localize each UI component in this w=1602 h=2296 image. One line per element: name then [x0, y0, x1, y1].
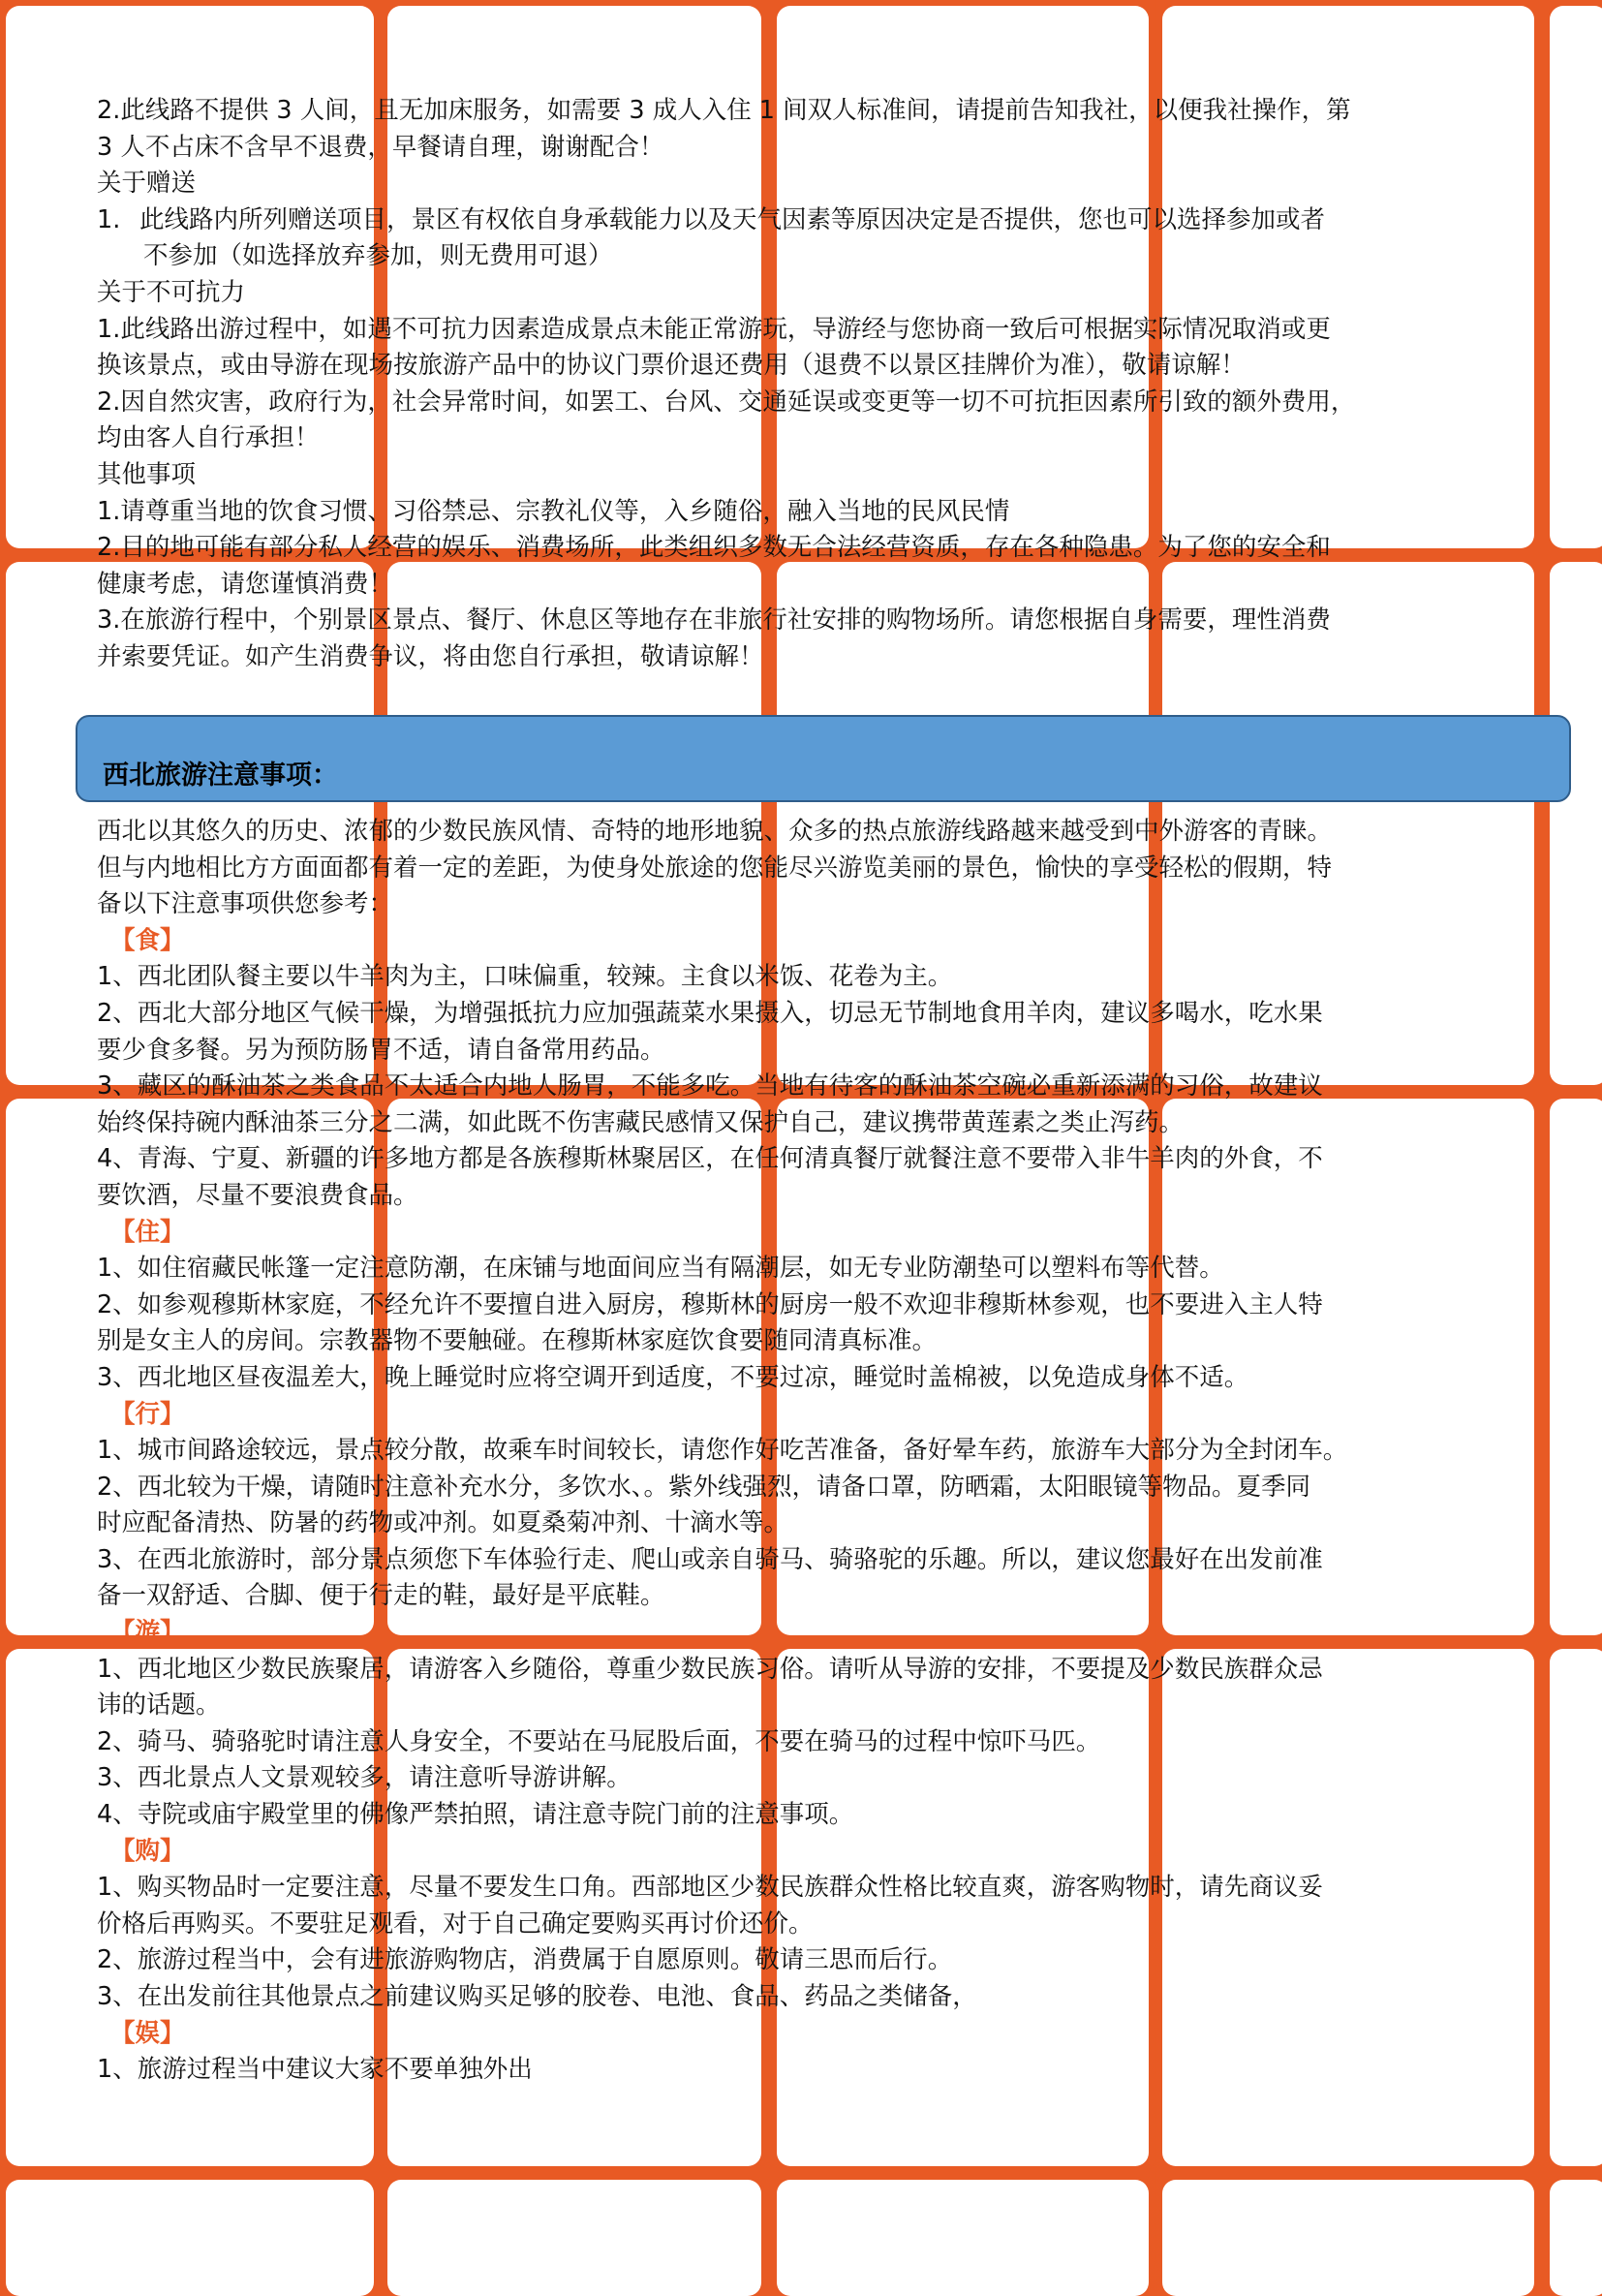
lodging-line: 3、西北地区昼夜温差大，晚上睡觉时应将空调开到适度，不要过凉，睡觉时盖棉被，以免造成身体不适。 [97, 1362, 1249, 1392]
intro-line: 3 人不占床不含早不退费，早餐请自理，谢谢配合！ [97, 132, 664, 162]
banner-title: 西北旅游注意事项： [103, 760, 338, 791]
other-line: 1.请尊重当地的饮食习惯、习俗禁忌、宗教礼仪等，入乡随俗，融入当地的民风民情 [97, 496, 1010, 526]
sightseeing-line: 3、西北景点人文景观较多，请注意听导游讲解。 [97, 1763, 632, 1793]
travel-line: 3、在西北旅游时，部分景点须您下车体验行走、爬山或亲自骑马、骑骆驼的乐趣。所以，建议您最好在出发前准 [97, 1544, 1323, 1574]
shopping-line: 1、购买物品时一定要注意，尽量不要发生口角。西部地区少数民族群众性格比较直爽，游客购物时，请先商议妥 [97, 1873, 1323, 1903]
grid-cell [1550, 6, 1602, 548]
food-line: 要饮酒，尽量不要浪费食品。 [97, 1180, 418, 1210]
entertainment-line: 1、旅游过程当中建议大家不要单独外出 [97, 2055, 533, 2085]
grid-cell [6, 2180, 374, 2296]
intro-line: 备以下注意事项供您参考： [97, 889, 394, 919]
food-line: 始终保持碗内酥油茶三分之二满，如此既不伤害藏民感情又保护自己，建议携带黄莲素之类止泻药。 [97, 1107, 1185, 1137]
grid-cell [777, 2180, 1149, 2296]
section-banner [76, 715, 1571, 802]
category-entertainment: 【娱】 [110, 2018, 185, 2048]
travel-line: 时应配备清热、防暑的药物或冲剂。如夏桑菊冲剂、十滴水等。 [97, 1508, 789, 1538]
force-majeure-heading: 关于不可抗力 [97, 277, 246, 307]
intro-line: 2.此线路不提供 3 人间，且无加床服务，如需要 3 成人入住 1 间双人标准间，请提前告知我社，以便我社操作，第 [97, 96, 1351, 125]
sightseeing-line: 2、骑马、骑骆驼时请注意人身安全，不要站在马屁股后面，不要在骑马的过程中惊吓马匹。 [97, 1726, 1101, 1756]
notice-part-2 [97, 814, 1511, 2089]
lodging-line: 别是女主人的房间。宗教器物不要触碰。在穆斯林家庭饮食要随同清真标准。 [97, 1326, 938, 1356]
category-shopping: 【购】 [110, 1836, 185, 1866]
food-line: 3、藏区的酥油茶之类食品不太适合内地人肠胃，不能多吃。当地有待客的酥油茶空碗必重新添满的习俗，故建议 [97, 1071, 1323, 1101]
notice-part-1 [97, 93, 1511, 676]
shopping-line: 3、在出发前往其他景点之前建议购买足够的胶卷、电池、食品、药品之类储备， [97, 1982, 977, 2011]
force-majeure-line: 1.此线路出游过程中，如遇不可抗力因素造成景点未能正常游玩，导游经与您协商一致后可根据实际情况取消或更 [97, 314, 1331, 344]
intro-line: 西北以其悠久的历史、浓郁的少数民族风情、奇特的地形地貌、众多的热点旅游线路越来越受到中外游客的青睐。 [97, 817, 1333, 846]
category-lodging: 【住】 [110, 1217, 185, 1247]
force-majeure-line: 换该景点，或由导游在现场按旅游产品中的协议门票价退还费用（退费不以景区挂牌价为准），敬请谅解！ [97, 351, 1246, 381]
other-line: 3.在旅游行程中，个别景区景点、餐厅、休息区等地存在非旅行社安排的购物场所。请您根据自身需要，理性消费 [97, 605, 1331, 636]
shopping-line: 2、旅游过程当中，会有进旅游购物店，消费属于自愿原则。敬请三思而后行。 [97, 1945, 953, 1975]
lodging-line: 1、如住宿藏民帐篷一定注意防潮，在床铺与地面间应当有隔潮层，如无专业防潮垫可以塑料布等代替。 [97, 1254, 1224, 1284]
shopping-line: 价格后再购买。不要驻足观看，对于自己确定要购买再讨价还价。 [97, 1908, 814, 1939]
sightseeing-line: 讳的话题。 [97, 1691, 221, 1721]
gift-item [97, 202, 1511, 239]
grid-cell [1550, 1649, 1602, 2166]
category-sightseeing: 【游】 [110, 1618, 185, 1648]
gift-item-continuation: 不参加（如选择放弃参加，则无费用可退） [143, 241, 613, 271]
lodging-line: 2、如参观穆斯林家庭，不经允许不要擅自进入厨房，穆斯林的厨房一般不欢迎非穆斯林参观，也不要进入主人特 [97, 1289, 1323, 1319]
gift-item-number: 1. [97, 204, 121, 234]
intro-line: 但与内地相比方方面面都有着一定的差距，为使身处旅途的您能尽兴游览美丽的景色，愉快的享受轻松的假期，特 [97, 853, 1333, 883]
gift-item-text: 此线路内所列赠送项目，景区有权依自身承载能力以及天气因素等原因决定是否提供，您也可以选择参加或者 [139, 204, 1326, 234]
sightseeing-line: 4、寺院或庙宇殿堂里的佛像严禁拍照，请注意寺院门前的注意事项。 [97, 1800, 854, 1830]
grid-cell [1162, 2180, 1534, 2296]
other-heading: 其他事项 [97, 459, 197, 489]
grid-cell [1550, 562, 1602, 1085]
food-line: 要少食多餐。另为预防肠胃不适，请自备常用药品。 [97, 1035, 665, 1065]
grid-cell [1550, 1099, 1602, 1635]
food-line: 2、西北大部分地区气候干燥，为增强抵抗力应加强蔬菜水果摄入，切忌无节制地食用羊肉，建议多喝水，吃水果 [97, 998, 1323, 1028]
travel-line: 1、城市间路途较远，景点较分散，故乘车时间较长，请您作好吃苦准备，备好晕车药，旅游车大部分为全封闭车。 [97, 1436, 1348, 1466]
gift-heading: 关于赠送 [97, 169, 197, 199]
travel-line: 备一双舒适、合脚、便于行走的鞋，最好是平底鞋。 [97, 1581, 665, 1611]
category-food: 【食】 [110, 925, 185, 955]
food-line: 4、青海、宁夏、新疆的许多地方都是各族穆斯林聚居区，在任何清真餐厅就餐注意不要带入非牛羊肉的外食，不 [97, 1144, 1323, 1174]
food-line: 1、西北团队餐主要以牛羊肉为主，口味偏重，较辣。主食以米饭、花卷为主。 [97, 962, 953, 992]
force-majeure-line: 2.因自然灾害，政府行为，社会异常时间，如罢工、台风、交通延误或变更等一切不可抗拒因素所引致的额外费用， [97, 387, 1356, 417]
sightseeing-line: 1、西北地区少数民族聚居，请游客入乡随俗，尊重少数民族习俗。请听从导游的安排，不要提及少数民族群众忌 [97, 1654, 1323, 1684]
force-majeure-line: 均由客人自行承担！ [97, 423, 320, 453]
other-line: 并索要凭证。如产生消费争议，将由您自行承担，敬请谅解！ [97, 641, 764, 671]
grid-cell [1550, 2180, 1602, 2296]
other-line: 健康考虑，请您谨慎消费！ [97, 569, 394, 599]
other-line: 2.目的地可能有部分私人经营的娱乐、消费场所，此类组织多数无合法经营资质，存在各种隐患。为了您的安全和 [97, 533, 1331, 563]
travel-line: 2、西北较为干燥，请随时注意补充水分，多饮水、。紫外线强烈，请备口罩，防晒霜，太阳眼镜等物品。夏季同 [97, 1472, 1310, 1502]
category-travel: 【行】 [110, 1399, 185, 1429]
grid-cell [387, 2180, 761, 2296]
